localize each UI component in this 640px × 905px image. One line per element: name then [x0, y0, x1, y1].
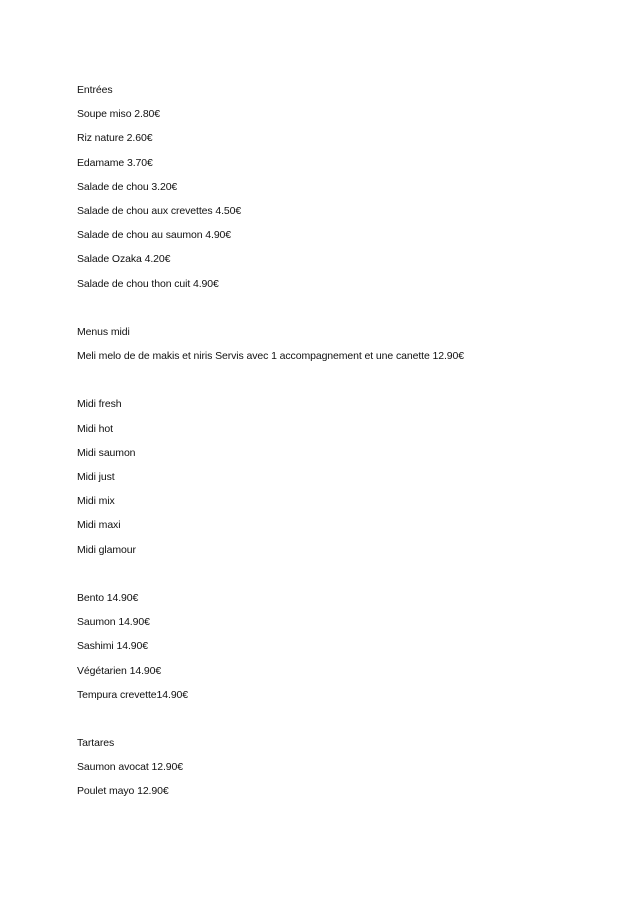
menu-item: Soupe miso 2.80€	[77, 108, 161, 121]
menu-item: Salade de chou thon cuit 4.90€	[77, 277, 219, 290]
section-title-menus-midi: Menus midi	[77, 325, 130, 338]
menu-item: Sashimi 14.90€	[77, 640, 148, 653]
spacer	[77, 562, 597, 586]
menu-item: Midi saumon	[77, 446, 136, 459]
menu-item: Tempura crevette14.90€	[77, 688, 189, 701]
menu-item: Salade Ozaka 4.20€	[77, 253, 171, 266]
spacer	[77, 296, 597, 320]
menu-item: Saumon avocat 12.90€	[77, 761, 183, 774]
menu-item: Midi mix	[77, 495, 115, 508]
menu-item: Midi fresh	[77, 398, 122, 411]
menu-item: Poulet mayo 12.90€	[77, 785, 169, 798]
spacer	[77, 368, 597, 392]
menu-description: Meli melo de de makis et niris Servis avec 1 accompagnement et une canette 12.90€	[77, 350, 465, 363]
menu-item: Edamame 3.70€	[77, 156, 153, 169]
menu-item: Végétarien 14.90€	[77, 664, 162, 677]
section-title-entrees: Entrées	[77, 84, 113, 96]
spacer	[77, 707, 597, 731]
menu-document	[77, 78, 597, 804]
menu-item: Midi just	[77, 471, 115, 483]
menu-item: Salade de chou au saumon 4.90€	[77, 229, 232, 242]
menu-item: Midi hot	[77, 422, 113, 435]
menu-item: Midi glamour	[77, 543, 136, 556]
menu-item: Midi maxi	[77, 519, 121, 532]
menu-item: Salade de chou aux crevettes 4.50€	[77, 204, 242, 217]
menu-item: Salade de chou 3.20€	[77, 180, 178, 193]
menu-item: Saumon 14.90€	[77, 616, 150, 629]
menu-item: Riz nature 2.60€	[77, 132, 153, 145]
section-title-tartares: Tartares	[77, 737, 115, 750]
menu-item: Bento 14.90€	[77, 591, 139, 604]
